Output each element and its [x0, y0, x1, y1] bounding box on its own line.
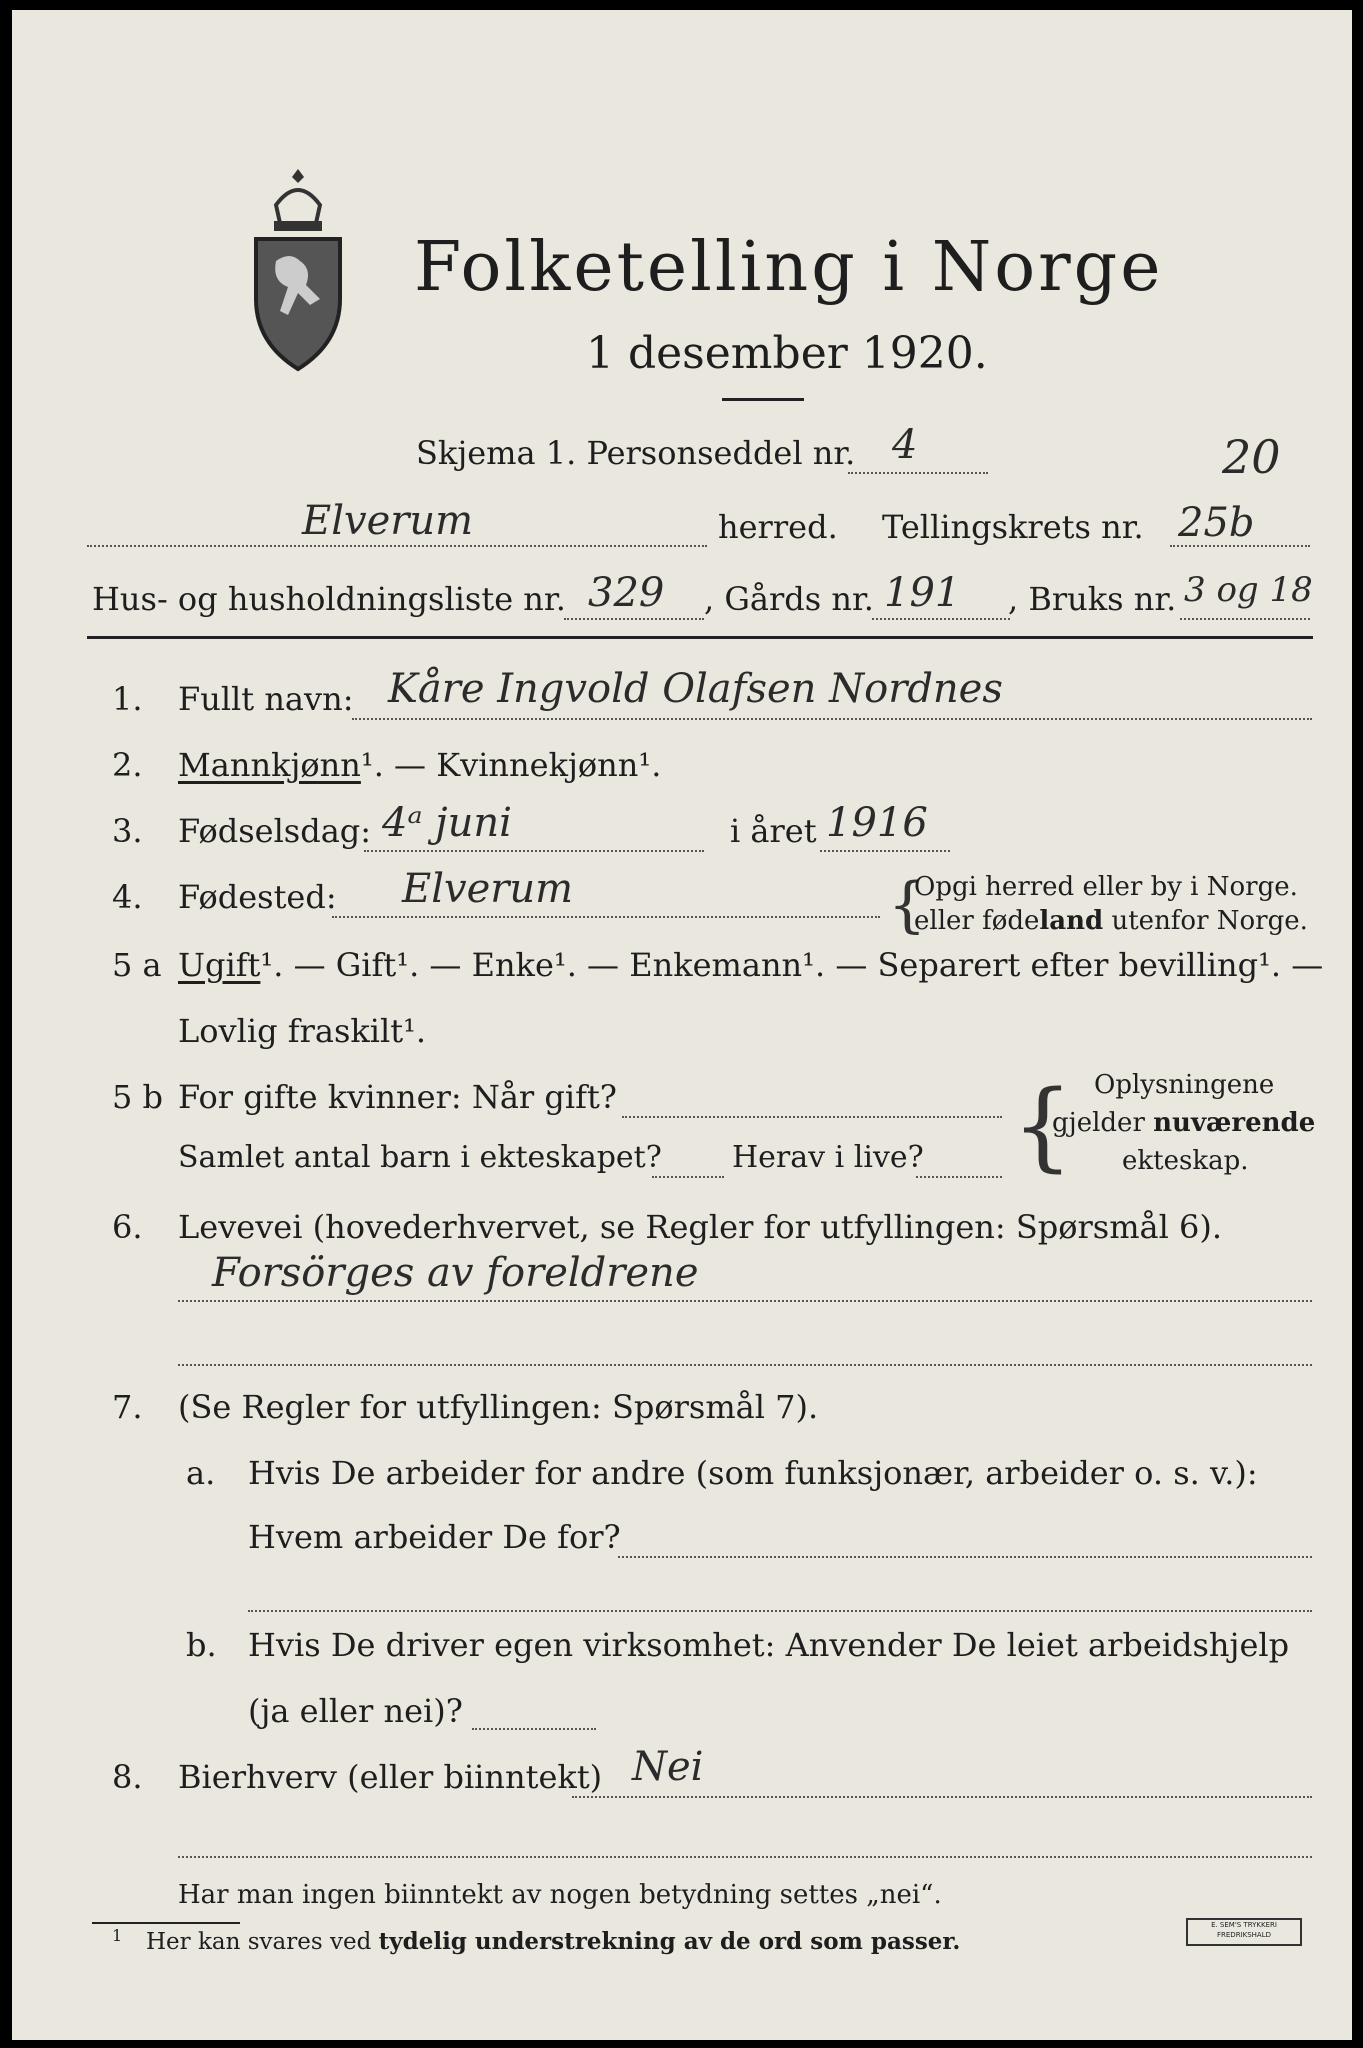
birth-year-field-line: [820, 850, 950, 852]
q5b-note-part-a: gjelder: [1052, 1108, 1154, 1138]
form-date: 1 desember 1920.: [586, 328, 988, 379]
q5b-note-line3: ekteskap.: [1122, 1146, 1249, 1176]
q2-options: [178, 746, 661, 784]
q5b-note-part-b: nuværende: [1153, 1108, 1316, 1138]
bruks-value: 3 og 18: [1184, 570, 1313, 610]
full-name-value: Kåre Ingvold Olafsen Nordnes: [388, 666, 1003, 712]
children-field-line: [652, 1176, 724, 1178]
side-income-field-line-1: [572, 1796, 1312, 1798]
q5a-other-options: ¹. — Gift¹. — Enke¹. — Enkemann¹. — Separert efter bevilling¹. —: [260, 946, 1324, 984]
personseddel-field-line: [848, 472, 988, 474]
q7-number: 7.: [112, 1388, 143, 1426]
gards-label: , Gårds nr.: [704, 580, 874, 618]
side-income-value: Nei: [632, 1744, 704, 1790]
q4-label: Fødested:: [178, 878, 337, 916]
q6-field-line-1: [178, 1300, 1312, 1302]
side-income-field-line-2: [178, 1856, 1312, 1858]
q5b-line1: For gifte kvinner: Når gift?: [178, 1078, 617, 1116]
q4-note-line2: [914, 906, 1308, 936]
herred-label: herred.: [718, 508, 838, 546]
q7b-letter: b.: [186, 1626, 217, 1664]
q5b-note-line2: [1052, 1108, 1315, 1138]
q1-label: Fullt navn:: [178, 680, 354, 718]
herred-field-line: [87, 545, 707, 547]
option-female: Kvinnekjønn¹.: [436, 746, 662, 784]
footnote-mark: 1: [112, 1926, 123, 1945]
q7a-line1: Hvis De arbeider for andre (som funksjonær, arbeider o. s. v.):: [248, 1454, 1258, 1492]
q7-label: (Se Regler for utfyllingen: Spørsmål 7).: [178, 1388, 819, 1426]
header-divider: [87, 636, 1313, 639]
q6-field-line-2: [178, 1364, 1312, 1366]
occupation-value: Forsörges av foreldrene: [212, 1250, 699, 1296]
q3-label: Fødselsdag:: [178, 812, 372, 850]
birth-year-value: 1916: [826, 800, 928, 846]
alive-field-line: [916, 1176, 1002, 1178]
q7a-line2: Hvem arbeider De for?: [248, 1518, 621, 1556]
no-income-note: Har man ingen biinntekt av nogen betydning settes „nei“.: [178, 1880, 942, 1910]
birth-year-label: i året: [730, 812, 817, 850]
household-field-line: [564, 618, 704, 620]
coat-of-arms-icon: [250, 165, 346, 375]
q2-separator: ¹. —: [360, 746, 437, 784]
birthday-field-line: [364, 850, 704, 852]
q4-note-part-c: utenfor Norge.: [1103, 906, 1308, 936]
option-ugift-underlined: Ugift: [178, 946, 261, 984]
q4-note-part-a: eller føde: [914, 906, 1040, 936]
schema-label: Skjema 1. Personseddel nr.: [416, 434, 856, 472]
gards-value: 191: [884, 570, 961, 616]
q8-number: 8.: [112, 1758, 143, 1796]
married-when-field-line: [622, 1116, 1002, 1118]
option-male-underlined: Mannkjønn: [178, 746, 361, 784]
q5a-options: [178, 946, 1323, 984]
footnote-part-a: Her kan svares ved: [146, 1929, 379, 1955]
q1-field-line: [352, 718, 1312, 720]
household-list-label: Hus- og husholdningsliste nr.: [92, 580, 566, 618]
q7a-letter: a.: [186, 1454, 216, 1492]
tellingskrets-value: 25b: [1178, 500, 1255, 546]
census-form-sheet: [12, 10, 1352, 2040]
q1-number: 1.: [112, 680, 143, 718]
footnote-text: [146, 1928, 960, 1955]
q7b-line2: (ja eller nei)?: [248, 1692, 463, 1730]
q6-number: 6.: [112, 1208, 143, 1246]
q8-label: Bierhverv (eller biinntekt): [178, 1758, 603, 1796]
birthplace-field-line: [332, 916, 880, 918]
herred-value: Elverum: [302, 498, 474, 544]
footnote-divider: [92, 1922, 240, 1924]
household-list-value: 329: [588, 570, 665, 616]
q4-note-part-b: land: [1039, 906, 1104, 936]
printer-stamp-text: E. SEM'S TRYKKERI FREDRIKSHALD: [1211, 1921, 1277, 1939]
printer-stamp: [1186, 1918, 1302, 1946]
employer-field-line-2: [248, 1610, 1312, 1612]
q3-number: 3.: [112, 812, 143, 850]
q5a-line2: Lovlig fraskilt¹.: [178, 1012, 427, 1050]
gards-field-line: [872, 618, 1010, 620]
q4-note-line1: Opgi herred eller by i Norge.: [914, 872, 1298, 902]
q6-label: Levevei (hovederhvervet, se Regler for utfyllingen: Spørsmål 6).: [178, 1208, 1223, 1246]
q4-number: 4.: [112, 878, 143, 916]
q5b-alive-label: Herav i live?: [732, 1140, 924, 1175]
bruks-label: , Bruks nr.: [1008, 580, 1177, 618]
q5b-note-line1: Oplysningene: [1094, 1070, 1275, 1100]
q4-note-brace: {: [888, 870, 927, 940]
q7b-line1: Hvis De driver egen virksomhet: Anvender De leiet arbeidshjelp: [248, 1626, 1290, 1664]
footnote-part-b: tydelig understrekning av de ord som passer.: [378, 1928, 961, 1955]
title-divider: [722, 398, 804, 401]
bruks-field-line: [1180, 618, 1310, 620]
employer-field-line-1: [618, 1556, 1312, 1558]
q5b-number: 5 b: [112, 1078, 164, 1116]
q5a-number: 5 a: [112, 946, 162, 984]
tellingskrets-label: Tellingskrets nr.: [882, 508, 1144, 546]
q2-number: 2.: [112, 746, 143, 784]
birthday-value: 4ᵃ juni: [382, 800, 512, 846]
personseddel-number: 4: [892, 422, 918, 468]
form-title: Folketelling i Norge: [414, 228, 1164, 307]
q5b-children-label: Samlet antal barn i ekteskapet?: [178, 1140, 662, 1175]
hired-help-field-line: [472, 1728, 596, 1730]
stamp-number: 20: [1222, 430, 1281, 484]
q5b-note-brace: {: [1012, 1070, 1074, 1182]
birthplace-value: Elverum: [402, 866, 574, 912]
